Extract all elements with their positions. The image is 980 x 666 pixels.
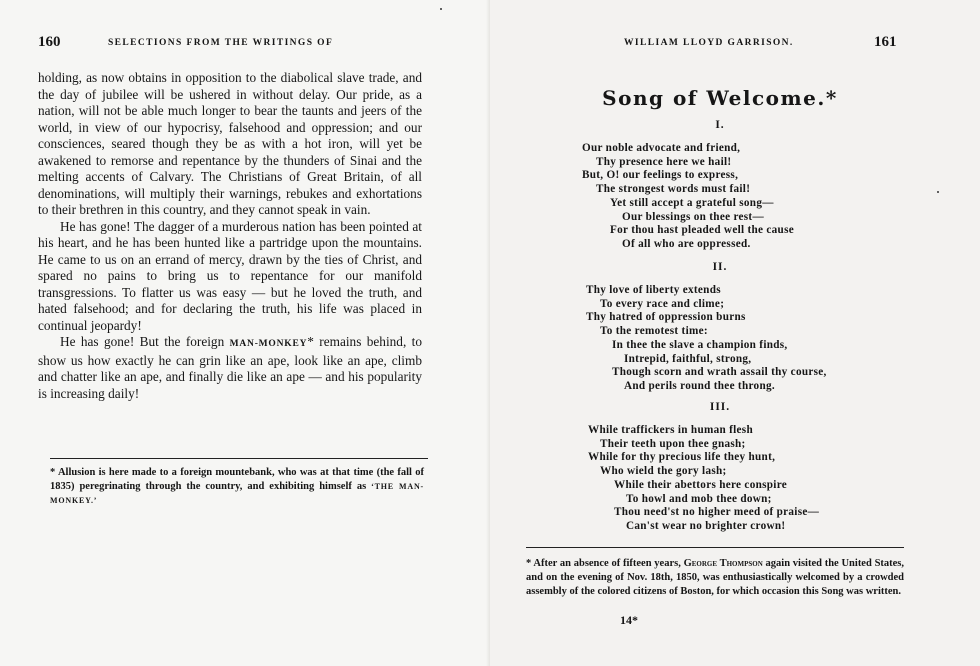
footnote-right-smallcaps: George Thompson	[683, 558, 763, 569]
poem-line: Thy presence here we hail!	[596, 155, 732, 168]
song-title: Song of Welcome.*	[602, 86, 838, 110]
stanza-numeral: I.	[715, 119, 725, 131]
poem-line: While their abettors here conspire	[614, 478, 788, 491]
scan-speck	[440, 8, 442, 10]
poem-line: To howl and mob thee down;	[626, 492, 772, 505]
running-head-right: WILLIAM LLOYD GARRISON.	[624, 38, 794, 48]
paragraph-3	[38, 334, 422, 402]
poem-line: Of all who are oppressed.	[622, 237, 751, 250]
right-page	[490, 0, 980, 666]
footnote-left-smallcaps: ‘THE MAN-MONKEY.’	[50, 482, 424, 505]
poem-line: Thy hatred of oppression burns	[586, 311, 746, 324]
footnote-rule-left	[50, 458, 428, 459]
paragraph-2: He has gone! The dagger of a murderous nation has been pointed at his heart, and he has been hunted like a partridge upon the mountains. He came to us on an errand of mercy, drawn by the ties of Christ, and spared no pains to bring us to repentance for our manifold transgressions. To flatter us was easy — but he loved the truth, and hated falsehood; and for declaring the truth, his life was placed in continual jeopardy!	[38, 218, 422, 333]
poem-line: Thou need'st no higher meed of praise—	[614, 506, 820, 519]
stanza-numeral: II.	[712, 261, 728, 273]
man-monkey-smallcaps: MAN-MONKEY	[229, 339, 308, 349]
poem-line: Their teeth upon thee gnash;	[600, 437, 746, 450]
poem-line: For thou hast pleaded well the cause	[610, 224, 795, 237]
signature-mark: 14*	[620, 613, 638, 627]
running-head-left: SELECTIONS FROM THE WRITINGS OF	[108, 38, 334, 48]
footnote-right-start: * After an absence of fifteen years,	[526, 558, 681, 569]
stanza-numeral: III.	[709, 401, 731, 413]
poem-line: While for thy precious life they hunt,	[588, 451, 776, 464]
poem-line: The strongest words must fail!	[596, 183, 751, 196]
poem-line: In thee the slave a champion finds,	[612, 338, 788, 351]
poem-line: To the remotest time:	[600, 325, 708, 338]
paragraph-3-end: * remains behind, to show us how exactly he can grin like an ape, look like an ape, climb and chatter like an ape, and finally die like an ape — and his popularity is increasing daily!	[38, 334, 422, 401]
scan-speck	[937, 191, 939, 193]
poem-line: And perils round thee throng.	[624, 379, 775, 392]
poem-line: Yet still accept a grateful song—	[610, 196, 774, 209]
poem-line: Our noble advocate and friend,	[582, 142, 741, 154]
poem-line: Our blessings on thee rest—	[622, 210, 764, 223]
paragraph-3-start: He has gone! But the foreign	[60, 334, 225, 349]
paragraph-1: holding, as now obtains in opposition to the diabolical slave trade, and the day of jubilee will be ushered in without delay. Our pride, as a nation, will not be able much longer to bear the taunts and jeers of the world, in view of our hypocrisy, falsehood and oppression; and our consciences, seared though they be as with a hot iron, will yet be awakened to remorse and repentance by the thunders of Sinai and the melting accents of Calvary. The Christians of Great Britain, of all denominations, will multiply their warnings, rebukes and exhortations to their brethren in this country, and they cannot speak in vain.	[38, 70, 422, 217]
poem-line: Thy love of liberty extends	[586, 284, 721, 296]
footnote-left	[50, 466, 424, 508]
poem-line: To every race and clime;	[600, 297, 725, 310]
body-text	[38, 70, 422, 402]
poem-line: Though scorn and wrath assail thy course,	[612, 366, 827, 379]
poem-line: Intrepid, faithful, strong,	[624, 352, 752, 365]
poem-line: While traffickers in human flesh	[588, 424, 753, 436]
poem-line: Can'st wear no brighter crown!	[626, 519, 786, 532]
footnote-rule-right	[526, 547, 904, 548]
page-number-left: 160	[38, 34, 61, 50]
footnote-left-text: * Allusion is here made to a foreign mountebank, who was at that time (the fall of 1835) peregrinating through the country, and exhibiting himself as	[50, 467, 424, 492]
footnote-right	[526, 557, 904, 599]
footnote-right-end: again visited the United States, and on the evening of Nov. 18th, 1850, was enthusiastically welcomed by a crowded assembly of the colored citizens of Boston, for which occasion this Song was written.	[526, 558, 905, 597]
poem-line: Who wield the gory lash;	[600, 465, 727, 478]
page-number-right: 161	[874, 34, 897, 50]
poem-line: But, O! our feelings to express,	[582, 169, 739, 182]
